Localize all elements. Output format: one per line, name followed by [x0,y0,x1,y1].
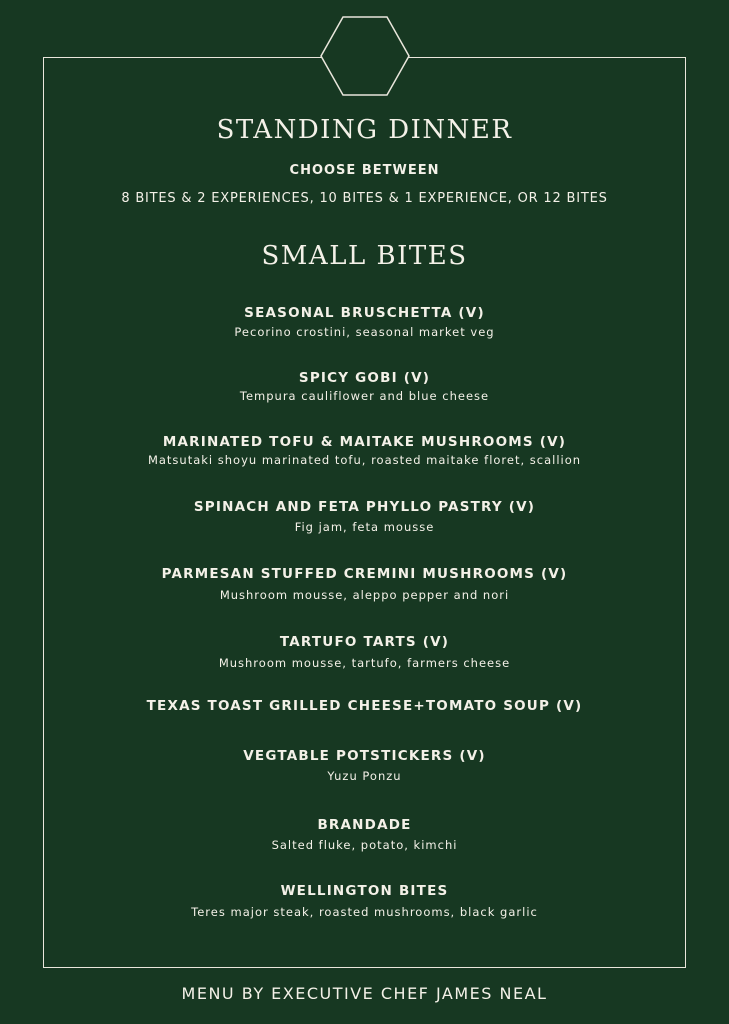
menu-item-name: SPINACH AND FETA PHYLLO PASTRY (V) [193,499,536,515]
hexagon-emblem [319,15,411,97]
menu-item-description: Mushroom mousse, aleppo pepper and nori [219,588,510,602]
menu-item-description: Fig jam, feta mousse [294,520,435,534]
chef-credit: MENU BY EXECUTIVE CHEF JAMES NEAL [181,984,548,1003]
choose-between-label: CHOOSE BETWEEN [289,163,440,178]
menu-item-name: SPICY GOBI (V) [298,370,431,386]
menu-item-description: Salted fluke, potato, kimchi [271,838,458,852]
menu-item-name: BRANDADE [317,817,412,833]
menu-item-name: SEASONAL BRUSCHETTA (V) [244,305,485,321]
menu-item-description: Pecorino crostini, seasonal market veg [234,325,495,339]
menu-item-description: Teres major steak, roasted mushrooms, black garlic [191,905,538,919]
section-title: SMALL BITES [261,241,468,271]
menu-item-name: TEXAS TOAST GRILLED CHEESE+TOMATO SOUP (V) [146,698,583,714]
menu-item-description: Tempura cauliflower and blue cheese [239,389,490,403]
menu-item-description: Matsutaki shoyu marinated tofu, roasted maitake floret, scallion [147,453,582,467]
menu-item-name: PARMESAN STUFFED CREMINI MUSHROOMS (V) [161,566,568,582]
menu-item-name: WELLINGTON BITES [280,883,449,899]
menu-item-name: VEGTABLE POTSTICKERS (V) [243,748,486,764]
menu-item-description: Mushroom mousse, tartufo, farmers cheese [218,656,511,670]
menu-item-name: TARTUFO TARTS (V) [279,634,450,650]
menu-item-description: Yuzu Ponzu [327,769,402,783]
package-options: 8 BITES & 2 EXPERIENCES, 10 BITES & 1 EXPERIENCE, OR 12 BITES [121,191,608,206]
menu-item-name: MARINATED TOFU & MAITAKE MUSHROOMS (V) [162,434,567,450]
menu-title: STANDING DINNER [216,115,513,145]
